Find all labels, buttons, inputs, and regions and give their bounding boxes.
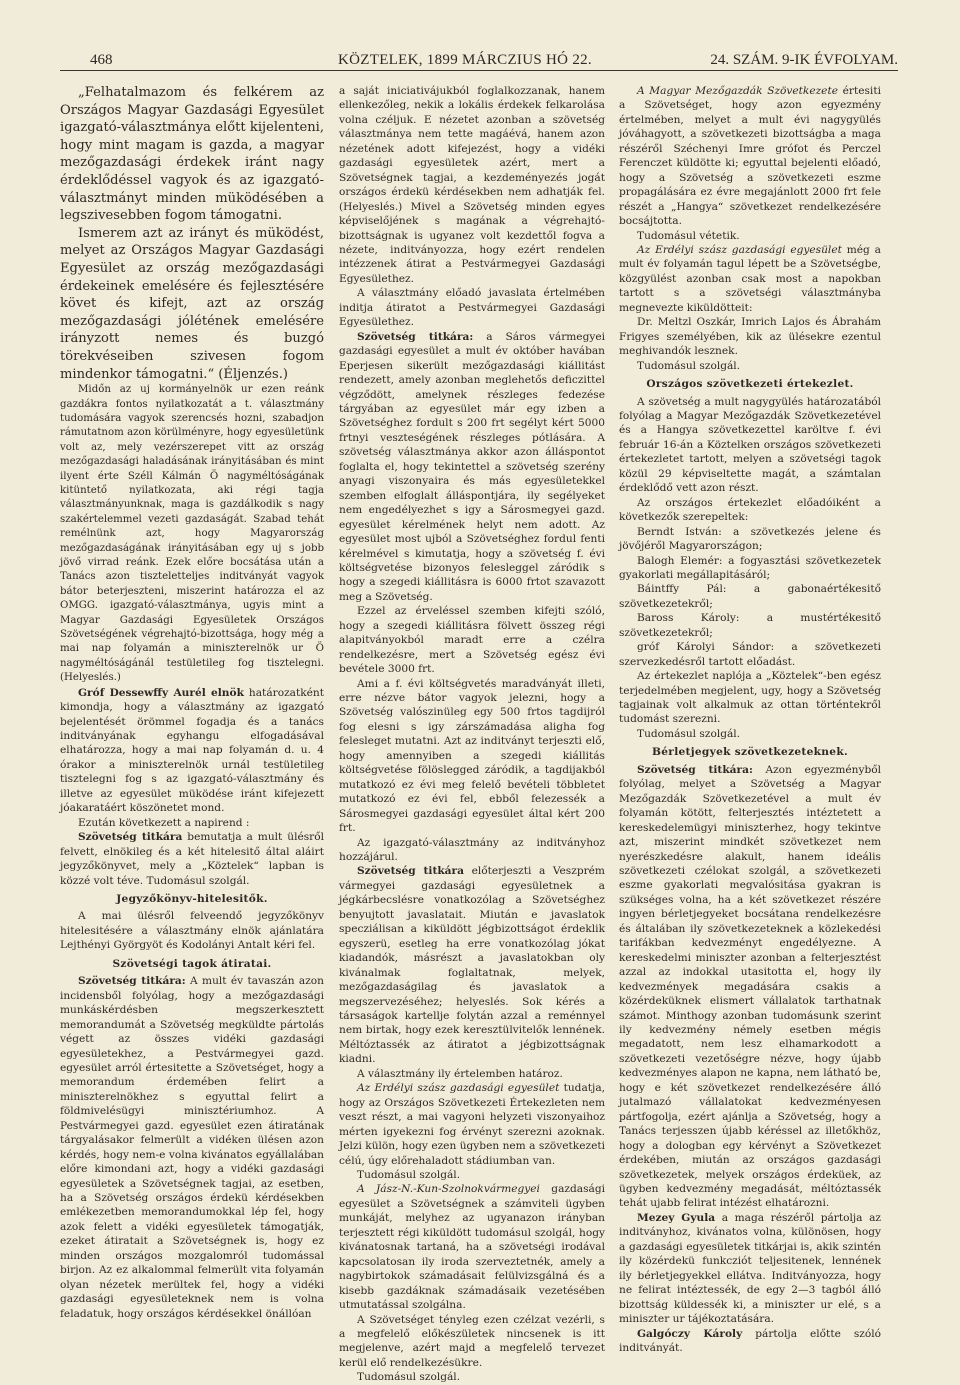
speaker-name: Galgóczy Károly [637,1327,743,1340]
paragraph: Ezután következett a napirend : [78,816,250,829]
paragraph: Az értekezlet naplója a „Köztelek“-ben egész terjedelmében megjelent, ugy, hogy a Szövetség tagjainak volt alkalmuk az ottan történtekről tudomást szerezni. [619,670,881,726]
speaker-name: Mezey Gyula [637,1211,716,1224]
paragraph: Balogh Elemér: a fogyasztási szövetkezetek gyakorlati megállapitásáról; [619,554,881,581]
paragraph-text: gazdasági egyesület a Szövetségnek a számviteli ügyben munkáját, melyhez az ugyanazon irányban terjesztett régi kiküldött tudomásul szolgál, hogy kivánatosnak tartaná, ha a szövetségi irodával kapcsolatosan ily iroda szerveztetnék, amely a nagybirtokok számadásait felülvizsgálná és a kisebb gazdáknak számadásaik vezetésében utmutatással szolgálna. [339,1183,605,1312]
paragraph [339,1182,605,1312]
organization-name: A Magyar Mezőgazdák Szövetkezete [637,85,838,97]
paragraph: Ismerem azt az irányt és müködést, melyet az Országos Magyar Gazdasági Egyesület az ország mezőgazdasági érdekeinek emelésére és fejlesztésére követ és kifejt, azt az ország mezőgazdasági jólétének emelésére irányzott nemes és buzgó törekvéseiben szivesen fogom mindenkor támogatni.“ (Éljenzés.) [60,225,324,382]
speaker-name: Szövetség titkára: [357,330,474,343]
column-1 [60,84,324,1320]
paragraph-text: pártolja előtte szóló inditványát. [619,1327,881,1354]
organization-name: Az Erdélyi szász gazdasági egyesület [357,1082,560,1095]
paragraph: A Szövetséget tényleg ezen czélzat vezérli, s a megfelelő előkészületek nincsenek is itt megjelenve, azért majd a megfelelő tervezet kerül elő rendelkezésükre. [339,1313,605,1369]
speaker-name: Szövetség titkára: [637,763,753,776]
paragraph: A szövetség a mult nagygyülés határozatából folyólag a Magyar Mezőgazdák Szövetkezetével és a Hangya szövetkezettel karöltve f. évi február 16-án a Köztelken országos szövetkezeti értekezletet tartott, melyen a szövetségi tagok közül 29 képviseltette magát, a számtalan érdeklődő vett azon részt. [619,395,881,495]
paragraph: Ezzel az érveléssel szemben kifejti szóló, hogy a szegedi kiállitásra fölvett összeg régi alapitványokból maradt erre a czélra rendelkezésre, mert a Szövetség egész évi bevétele 3000 frt. [339,605,605,676]
paragraph-text: tudatja, hogy az Országos Szövetkezeti Értekezleten nem veszt részt, a mai vagyoni helyzeti viszonyaihoz mérten igyekezni fog érvényt szerezni azoknak. Jelzi külön, hogy ezen ügyben nem a szövetkezeti célú, úgy előrehaladott stádiumban van. [339,1082,605,1167]
paragraph: „Felhatalmazom és felkérem az Országos Magyar Gazdasági Egyesület igazgató-választmánya előtt kijelenteni, hogy mint magam is gazda, a magyar mezőgazdasági érdekek iránt nagy érdeklődéssel vagyok és az igazgató-választmányt minden müködésében a legszivesebben fogom támogatni. [60,85,324,224]
section-heading: Jegyzőkönyv-hitelesitők. [116,892,268,905]
paragraph [339,864,605,1066]
paragraph-text: A mult év tavaszán azon incidensből folyólag, hogy a mezőgazdasági munkáskérdésben megszerkesztett memorandumát a Szövetség megküldte pártolás végett az összes vidéki gazdasági egyesületekhez, a Pestvármegyei gazd. egyesület arról értesitette a Szövetséget, hogy a memorandum érdemében felirt a miniszterelnökhez s egyuttal felirt a földmivelésügyi minisztériumhoz. A Pestvármegyei gazd. egyesület ezen átiratának tárgyalásakor felmerült a vidéken ülésen azon kérdés, hogy nem-e volna kivánatos egyállalában előre kimondani azt, hogy a vidéki gazdasági egyesületek a Szövetségnek tagjai, az esetben, ha a Szövetség országos érdekü kérdésekben emlékezetben memorandumokkal lép fel, hogy azok felett a vidéki egyesületek támogatják, ezeket átiratait a Szövetségnek is, hogy ez minden országos mozgalomról tudomással birjon. Az ez alkalommal felmerült vita folyamán olyan nézetek merültek fel, hogy a vidéki gazdasági egyesületeknek nem is volna feladatuk, hogy országos kérdésekkel önállóan [60,975,324,1320]
paragraph [619,243,881,315]
speaker-name: Gróf Dessewffy Aurél elnök [78,686,244,699]
speaker-name: Szövetség titkára [78,831,183,844]
paragraph: Midőn az uj kormányelnök ur ezen reánk gazdákra fontos nyilatkozatát a t. választmány tudomására vagyok szerencsés hozni, szabadjon rámutatnom azon körülményre, hogy egyesületünk volt az, mely vezérszerepet vitt az ország mezőgazdasági haladásának irányitásában és mint ilyent érte Széll Kálmán Ö nagyméltóságának kitüntető nyilatkozata, aki régi tagja választmányunknak, maga is gazdálkodik s nagy szakértelemmel vezeti gazdaságát. Szabad tehát remélnünk azt, hogy Magyarország mezőgazdaságának irányitásában egy uj s jobb jövő virrad reánk. Ezek előre bocsátása után a Tanács azon tiszteletteljes inditványát vagyok bátor beterjeszteni, miszerint határozza el az OMGG. igazgató-választmánya, ugyis mint a Magyar Gazdasági Egyesületek Országos Szövetségének végrehajtó-bizottsága, hogy még a mai nap folyamán a miniszterelnök ur Ö nagyméltóságánál testületileg fog tisztelegni. (Helyeslés.) [60,384,324,684]
organization-name: A Jász-N.-Kun-Szolnokvármegyei [357,1183,540,1196]
organization-name: Az Erdélyi szász gazdasági egyesület [637,243,842,256]
paragraph [339,330,605,605]
paragraph-text: Azon egyezményből folyólag, melyet a Szövetség a Magyar Mezőgazdák Szövetkezetével a mult év folyamán kötött, felterjesztés intéztetett a kereskedelemügyi miniszterhez, hogy tekintve azt, miszerint mindkét szövetkezet nem nyerészkedésre alakult, hanem ideális szövetkezeti czélokat szolgál, a szövetkezeti eszme gyakorlati megvalósitása gyakran is szükséges volna, ha a két szövetkezet részére ingyen bérletjegyeket bocsátana rendelkezésre és általában ily szövetkezeteknek a közlekedési tarifákban kedvezményt engedélyezne. A kereskedelmi miniszter azonban a felterjesztést azzal az indokkal utasitotta el, hogy ily kedvezmények megadására csakis a közérdeküknek elismert vállalatok tarthatnak számot. Minthogy azonban tudomásunk szerint ily kedvezmény némely esetben mégis megadatott, nem lesz elhamarkodott a szövetkezeti vezetőségre nézve, hogy újabb kedvezményes alapon ne kapna, nem látható be, hogy e két szövetkezet rendelkezésére álló jutalmazó vállalatokat kedvezményesen pártfogolja, ezért ajánlja a Szövetség, hogy a Tanács terjesszen újabb kéréssel az illetőkhöz, hogy a dologban egy kérvényt a Szövetkezet érdekében, miután az országos gazdasági szövetkezetek, melyek országos érdeküek, az ügyben kedvezmény megadását, méltóztassék tehát ujabb felirat intézést elhatározni. [619,763,881,1210]
paragraph: Az országos értekezlet előadóiként a következők szerepeltek: [619,496,881,524]
speaker-name: Szövetség titkára [357,865,464,878]
paragraph-text: határozatként kimondja, hogy a választmány az igazgató bejelentését örömmel fogadja és a tanács inditványának egyhangu elfogadásával elhatározza, hogy a mai nap folyamán d. u. 4 órakor a miniszterelnök urnál testületileg tisztelegni fog s az igazgató-választmány és illetve az egyesület müködése iránt kifejezett jóakaratáért köszönetet mond. [60,686,324,815]
paragraph: Baross Károly: a mustértékesitő szövetkezetekről; [619,612,881,639]
section-heading: Szövetségi tagok átiratai. [112,957,272,970]
paragraph: Tudomásul szolgál. [637,727,741,740]
publication-title: KÖZTELEK, 1899 MÁRCZIUS HÓ 22. [338,52,592,68]
paragraph [619,1211,881,1327]
section-heading: Országos szövetkezeti értekezlet. [646,378,854,391]
paragraph: Báintffy Pál: a gabonaértékesitő szövetkezetekről; [619,583,881,610]
paragraph-text: még a mult év folyamán tagul lépett be a Szövetségbe, közgyülést azonban csak most a napokban tartott s a szövetségi választmányba megnevezte kiküldötteit: [619,243,881,314]
paragraph: A mai ülésről felveendő jegyzőkönyv hitelesitésére a választmány elnök ajánlatára Lejthényi Györgyöt és Kodolányi Antalt kéri fel. [60,910,324,952]
paragraph: A választmány előadó javaslata értelmében inditja átiratot a Pestvármegyei Gazdasági Egyesülethez. [339,287,605,329]
paragraph [60,974,324,1321]
paragraph-text: bemutatja a mult ülésről felvett, elnökileg és a két hitelesitő által aláirt jegyzőkönyvet, mely a „Köztelek“ lapban is közzé volt téve. Tudomásul szolgál. [60,831,324,887]
issue-number: 24. SZÁM. 9-IK ÉVFOLYAM. [710,52,898,68]
paragraph: gróf Károlyi Sándor: a szövetkezeti szervezkedésről tartott előadást. [619,641,881,668]
paragraph: Tudomásul vétetik. [637,229,740,242]
paragraph [619,84,881,229]
speaker-name: Szövetség titkára: [78,975,186,988]
paragraph [60,830,324,888]
paragraph: A választmány ily értelemben határoz. [357,1067,563,1080]
paragraph [619,763,881,1211]
paragraph: Berndt István: a szövetkezés jelene és jövőjéről Magyarországon; [619,525,881,553]
paragraph [619,1327,881,1356]
paragraph: Tudomásul szolgál. [357,1371,461,1384]
paragraph [339,1081,605,1168]
paragraph: Az igazgató-választmány az inditványhoz hozzájárul. [339,836,605,864]
paragraph [60,686,324,816]
paragraph: a saját iniciativájukból foglalkozzanak, hanem ellenkezőleg, nekik a lokális érdekek felkarolása volna czéljuk. E nézetet azonban a szövetség választmánya nem tette magáévá, hanem azon nézetének adott kifejezést, hogy a vidéki gazdasági egyesületek azért, mert a Szövetségnek tagjai, a kezdeményezés jogát országos érdekü kérdésekben nem adhatják fel. (Helyeslés.) Mivel a Szövetség minden egyes képviselőjének s magának a végrehajtó-bizottságnak is ugyanez volt kezdettől fogva a nézete, inditványozza, hogy ezért rendelen intézzenek átirat a Pestvármegyei Gazdasági Egyesülethez. [339,85,605,285]
paragraph-text: előterjeszti a Veszprém vármegyei gazdasági egyesületnek a jégkárbecslésre vonatkozólag a Szövetséghez benyujtott javaslatait. Miután e javaslatok specziálisan a kiküldött jégbizottságot érdeklik egyszerü, esetleg ha erre vonatkozólag jókat kiadandók, másrészt a javaslatokban oly kivánalmak foglaltatnak, melyek, mezőgazdaságilag és javaslatok a megszervezéséhez; helyeslés. Sok kérés a társaságok kartellje folytán azzal a reménnyel nem birtak, hogy ezek keresztülvitelők lennének. Méltóztassék az átiratot a jégbizottságnak kiadni. [339,865,605,1066]
page-header [60,52,898,71]
paragraph: Tudomásul szolgál. [637,359,741,372]
paragraph: Dr. Meltzl Oszkár, Imrich Lajos és Ábrahám Frigyes személyében, kik az ülésekre ezentul meghivandók lesznek. [619,316,881,358]
paragraph: Ami a f. évi költségvetés maradványát illeti, erre nézve bátor vagyok jelezni, hogy a Szövetség valószinüleg egy 500 frtos tagdijról fog elesni s igy zárszámadása aligha fog felesleget mutatni. Azt az inditványt terjeszti elő, hogy amennyiben a szegedi kiállitás költségvetése fölöslegged záródik, a tagdijakból mutatkozó ez évi meg felelő bevételi többletet mutatkozó ez évi fel, ebből felezessék a Sárosmegyei gazdasági egyesület által kért 200 frt. [339,677,605,835]
section-heading: Bérletjegyek szövetkezeteknek. [652,746,848,759]
paragraph: Tudomásul szolgál. [357,1168,461,1181]
column-2 [339,84,605,1384]
paragraph-text: a maga részéről pártolja az inditványhoz, kivánatos volna, különösen, hogy a gazdasági egyesületek titkárjai is, akik szintén ily közérdekü funkcziót teljesitenek, lennének ily bérletjegyekkel ellátva. Inditványozza, hogy ne felirat intéztessék, de egy 2—3 tagból álló bizottság küldessék ki, a miniszter ur elé, s a miniszter ur tájékoztatására. [619,1211,881,1326]
page-number: 468 [90,52,113,68]
paragraph-text: a Sáros vármegyei gazdasági egyesület a mult év október havában Eperjesen sikerült mezőgazdasági kiállitást rendezett, amely azonban meglehetős deficzittel végződött, amelynek részleges fedezése tárgyában az egyesület már egy izben a Szövetséghez fordult s 200 frt segélyt kért 5000 frtnyi veszteségének részleges pótlására. A szövetség választmánya akkor azon álláspontot foglalta el, hogy tekintettel a szövetség szerény anyagi viszonyaira és más egyesületekkel szemben elfoglalt álláspontjára, ily segélyeket nem engedélyezhet s igy a Sárosmegyei gazd. egyesület kérelmének helyt nem adott. Az egyesület most ujból a Szövetséghez fordul fenti kérelmével s kimutatja, hogy a szövetség f. évi költségvetése bizonyos felesleggel záródik s hogy a szegedi kiállitásra is 6000 frtot szavazott meg a Szövetség. [339,330,605,603]
column-3 [619,84,881,1354]
paragraph-text: értesiti a Szövetséget, hogy azon egyezmény értelmében, melyet a mult évi nagygyülés jóváhagyott, a szövetkezeti bizottságba a maga részéről Széchenyi Imre grófot és Perczel Ferenczet küldötte ki; egyuttal bejelenti előadó, hogy a Szövetség a szövetkezeti eszme propagálására ez évre megajánlott 2000 frt fele részét a „Hangya“ szövetkezet rendelkezésére bocsájtotta. [619,85,881,228]
